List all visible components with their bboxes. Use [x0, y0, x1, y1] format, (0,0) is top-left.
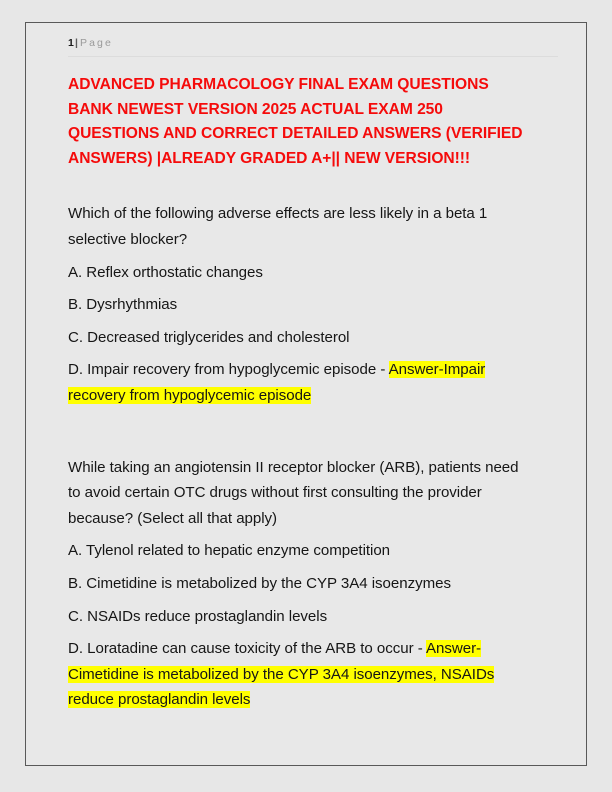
- document-title: ADVANCED PHARMACOLOGY FINAL EXAM QUESTIONS BANK NEWEST VERSION 2025 ACTUAL EXAM 250 QUESTIONS AND CORRECT DETAILED ANSWERS (VERIFIED ANSWERS) |ALREADY GRADED A+|| NEW VERSION!!!: [68, 76, 523, 167]
- question-option-d: [68, 357, 534, 408]
- question-option-a: [68, 260, 534, 286]
- question-option-d: [68, 636, 534, 713]
- question-option-b: [68, 292, 534, 318]
- option-text: B. Dysrhythmias: [68, 296, 178, 314]
- question-block-1: [68, 201, 558, 408]
- page-content-area: [68, 36, 558, 713]
- question-stem: Which of the following adverse effects are less likely in a beta 1 selective blocker?: [68, 205, 488, 248]
- page-number: 1: [68, 37, 75, 49]
- question-stem: While taking an angiotensin II receptor blocker (ARB), patients need to avoid certain OTC drugs without first consulting the provider because? (Select all that apply): [68, 458, 519, 527]
- page-header-separator: |: [75, 37, 78, 49]
- question-option-c: [68, 325, 534, 351]
- option-text: C. NSAIDs reduce prostaglandin levels: [68, 607, 328, 625]
- page-header-label: Page: [80, 37, 113, 49]
- question-option-c: [68, 604, 534, 630]
- option-text: B. Cimetidine is metabolized by the CYP 3A4 isoenzymes: [68, 574, 451, 592]
- document-page: [25, 22, 587, 766]
- option-text: D. Impair recovery from hypoglycemic episode -: [68, 361, 389, 379]
- option-text: A. Tylenol related to hepatic enzyme competition: [68, 542, 391, 560]
- answer-highlight: Answer-Impair recovery from hypoglycemic episode: [68, 361, 486, 404]
- question-option-b: [68, 571, 534, 597]
- question-block-2: [68, 455, 558, 713]
- option-text: D. Loratadine can cause toxicity of the ARB to occur -: [68, 640, 427, 658]
- answer-highlight: Answer-Cimetidine is metabolized by the CYP 3A4 isoenzymes, NSAIDs reduce prostaglandin levels: [68, 640, 495, 709]
- question-option-a: [68, 538, 534, 564]
- page-header: [68, 36, 558, 52]
- header-divider: [68, 56, 558, 57]
- option-text: A. Reflex orthostatic changes: [68, 263, 263, 281]
- option-text: C. Decreased triglycerides and cholesterol: [68, 328, 350, 346]
